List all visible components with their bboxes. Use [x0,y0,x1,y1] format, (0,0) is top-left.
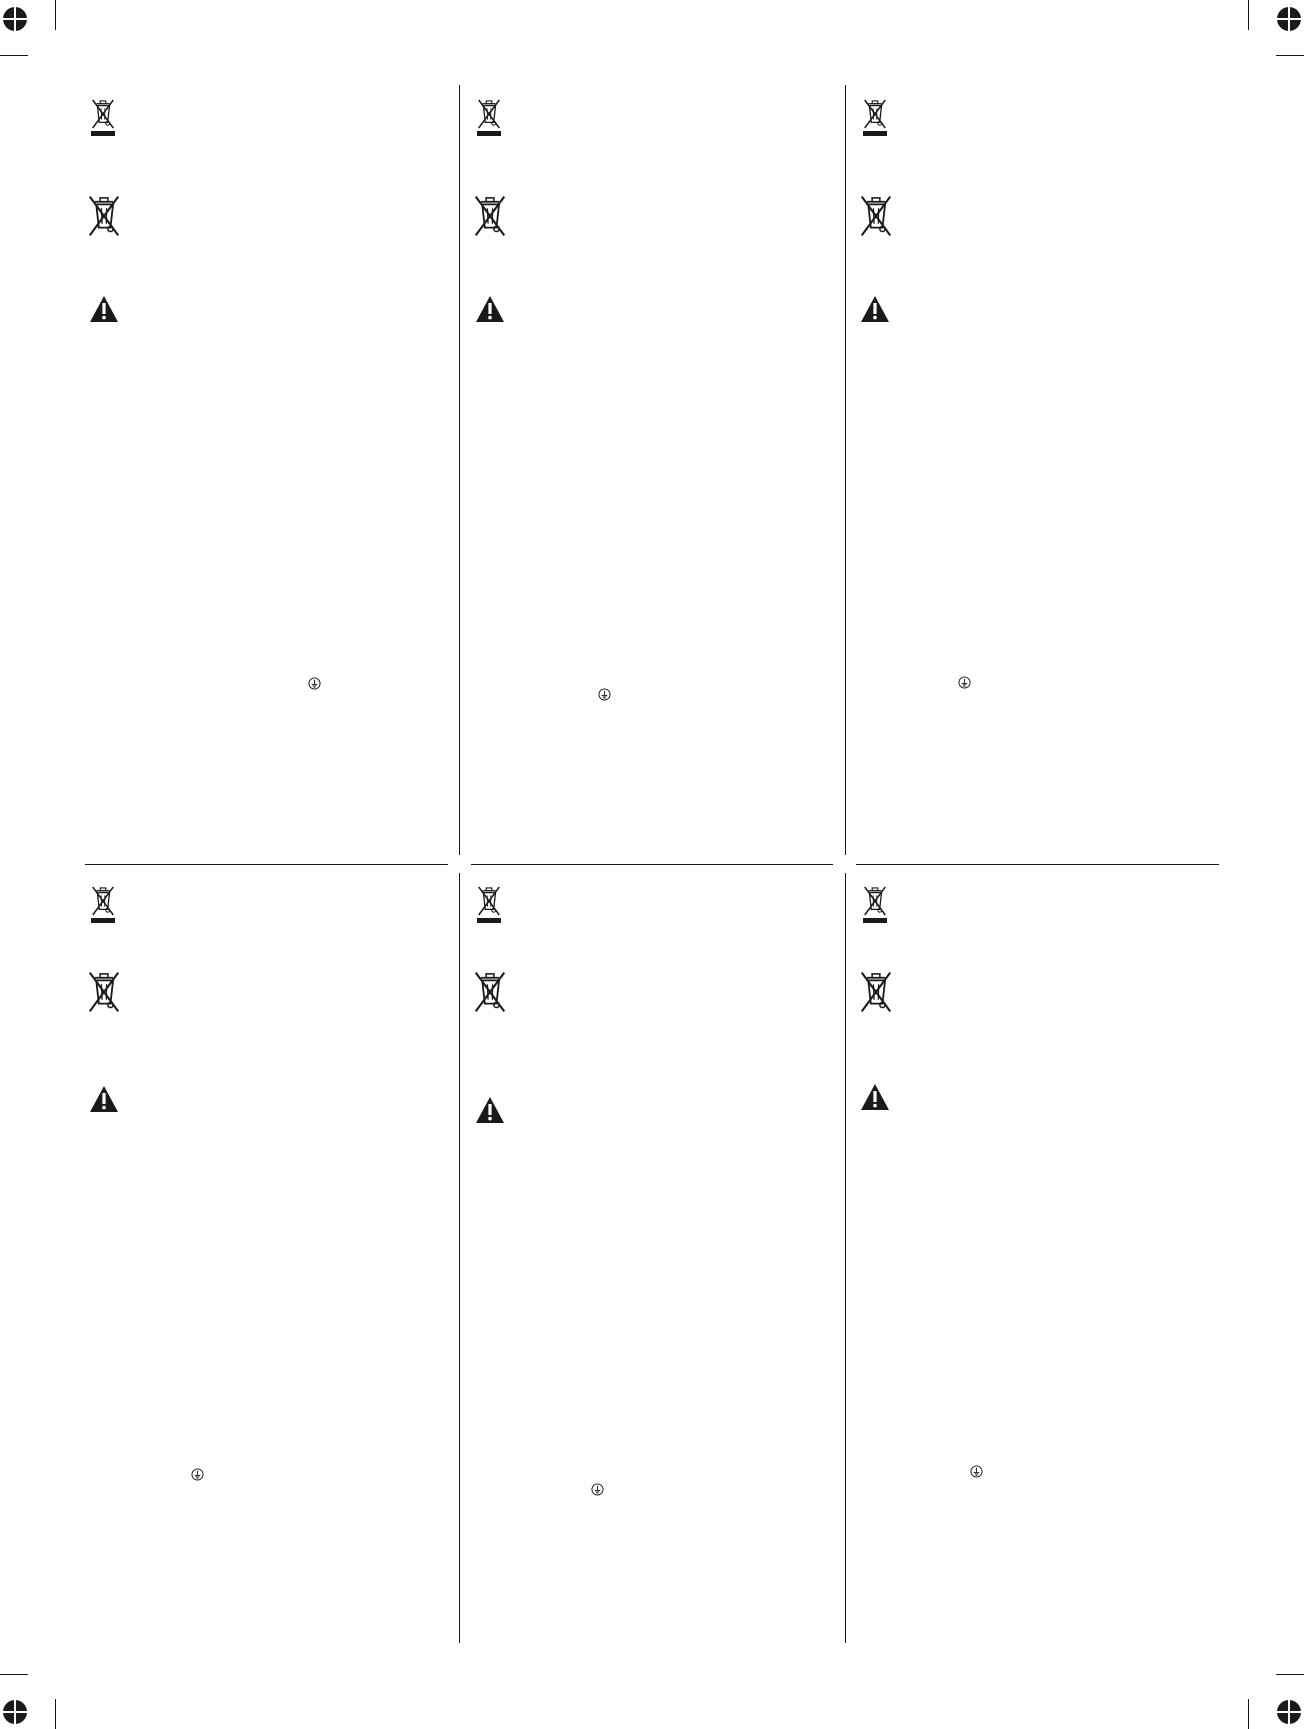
crop-mark [0,55,28,56]
crossed-out-wheelie-bin-with-bar-icon [475,98,503,136]
warning-triangle-icon [89,295,119,323]
row-divider [471,864,833,865]
protective-earth-icon [591,1483,604,1496]
crop-mark [1276,1674,1304,1675]
crossed-out-wheelie-bin-icon [856,194,896,238]
warning-triangle-icon [475,295,505,323]
registration-mark-icon [1274,1697,1304,1727]
crossed-out-wheelie-bin-with-bar-icon [475,885,503,923]
warning-triangle-icon [860,295,890,323]
row-divider [856,864,1219,865]
column-divider [459,873,460,1643]
crop-mark [1248,1699,1249,1729]
warning-triangle-icon [475,1096,505,1124]
column-divider [459,85,460,855]
protective-earth-icon [308,677,321,690]
crossed-out-wheelie-bin-with-bar-icon [861,885,889,923]
column-divider [845,85,846,855]
protective-earth-icon [191,1468,204,1481]
crossed-out-wheelie-bin-icon [84,970,124,1014]
warning-triangle-icon [89,1085,119,1113]
crossed-out-wheelie-bin-with-bar-icon [89,885,117,923]
crossed-out-wheelie-bin-icon [470,970,510,1014]
crop-mark [55,1699,56,1729]
protective-earth-icon [598,688,611,701]
crossed-out-wheelie-bin-icon [470,194,510,238]
row-divider [85,864,448,865]
registration-mark-icon [0,1697,30,1727]
crossed-out-wheelie-bin-with-bar-icon [89,98,117,136]
registration-mark-icon [1274,4,1304,34]
registration-mark-icon [0,4,30,34]
column-divider [845,873,846,1643]
crop-mark [55,0,56,30]
warning-triangle-icon [860,1083,890,1111]
crop-mark [1276,55,1304,56]
crop-mark [0,1674,28,1675]
protective-earth-icon [970,1465,983,1478]
crossed-out-wheelie-bin-with-bar-icon [861,98,889,136]
crossed-out-wheelie-bin-icon [84,194,124,238]
crop-mark [1248,0,1249,30]
protective-earth-icon [958,676,971,689]
crossed-out-wheelie-bin-icon [856,970,896,1014]
